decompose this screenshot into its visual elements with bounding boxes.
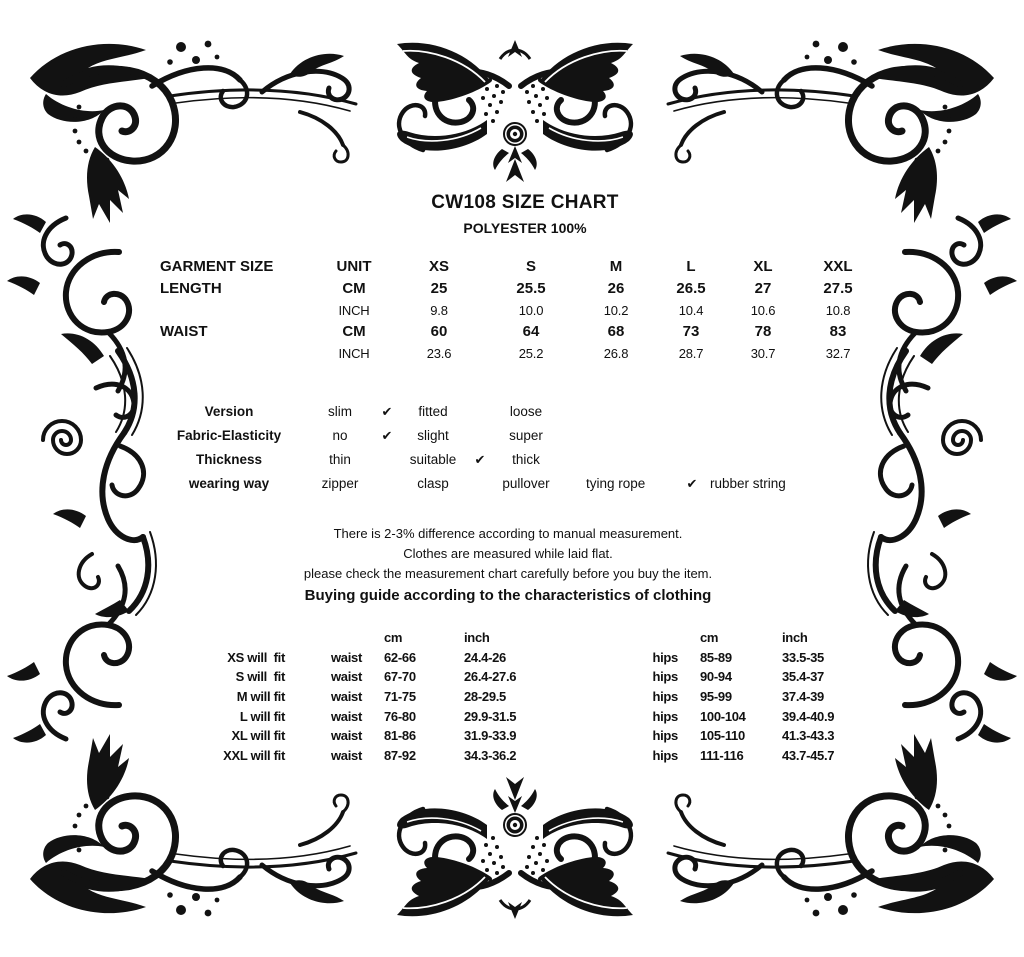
garment-size-table [160,256,877,364]
attribute-option: clasp [417,476,449,491]
fit-size-label: XXL will fit [223,748,285,764]
waist-label: waist [330,708,362,724]
note-line: There is 2-3% difference according to manual measurement. [333,526,683,541]
fit-size-label: XL will fit [231,728,285,744]
fit-row [150,726,860,746]
attribute-option [706,424,822,448]
measure-value: 26 [607,280,625,297]
attribute-label: Version [204,404,254,419]
hips-label: hips [652,649,678,665]
unit-cell: CM [342,280,366,297]
attribute-option: slim [328,404,352,419]
measure-value: 27 [754,280,772,297]
measure-value: 60 [430,323,448,340]
fit-table-header-row [150,628,860,648]
hips-inch-range: 43.7-45.7 [782,748,835,764]
attribute-label: wearing way [188,476,270,491]
fit-row [150,648,860,668]
check-icon: ✔ [381,404,393,419]
hips-inch-range: 41.3-43.3 [782,728,835,744]
attribute-option [464,400,496,424]
column-header-size: M [609,258,623,275]
waist-cm-range: 62-66 [384,649,416,665]
attribute-option: rubber string [710,476,786,491]
size-table-header-row [160,256,877,278]
waist-cm-range: 76-80 [384,708,416,724]
unit-header: cm [384,630,403,645]
attribute-option [706,448,822,472]
hips-inch-range: 39.4-40.9 [782,708,835,724]
waist-cm-range: 71-75 [384,689,416,705]
attribute-option: zipper [321,476,359,491]
measure-value: 28.7 [678,346,704,361]
waist-cm-range: 81-86 [384,728,416,744]
attribute-label: Fabric-Elasticity [176,428,282,443]
waist-cm-range: 67-70 [384,669,416,685]
measure-value: 10.4 [678,303,704,318]
empty-header [150,628,285,648]
measure-label: LENGTH [160,280,222,297]
fit-size-label: S will fit [235,669,285,685]
unit-header: inch [464,630,490,645]
attribute-option [678,424,706,448]
attribute-option: tying rope [586,476,646,491]
attribute-option: loose [509,404,543,419]
size-table-row [160,300,877,321]
attribute-option: thin [329,452,351,467]
hips-inch-range: 37.4-39 [782,689,824,705]
fit-row [150,667,860,687]
measurement-notes [0,524,1016,606]
waist-cm-range: 87-92 [384,748,416,764]
measure-value: 27.5 [823,280,853,297]
hips-label: hips [652,708,678,724]
buying-guide-title: Buying guide according to the characteristics of clothing [304,587,712,604]
attribute-option: slight [417,428,449,443]
attribute-row [150,400,822,424]
hips-cm-range: 85-89 [700,649,732,665]
waist-label: waist [330,649,362,665]
size-table-row [160,321,877,343]
waist-inch-range: 26.4-27.6 [464,669,517,685]
hips-cm-range: 95-99 [700,689,732,705]
measure-value: 26.5 [676,280,706,297]
attribute-row [150,472,822,496]
unit-header: inch [782,630,808,645]
measure-label: WAIST [160,323,208,340]
hips-label: hips [652,689,678,705]
waist-inch-range: 29.9-31.5 [464,708,517,724]
empty-header [573,628,678,648]
attribute-option: fitted [418,404,448,419]
check-icon: ✔ [686,476,698,491]
fit-size-label: M will fit [236,689,285,705]
measure-value: 10.2 [603,303,629,318]
unit-cell: CM [342,323,366,340]
size-table-row [160,278,877,300]
attribute-option: thick [512,452,540,467]
waist-label: waist [330,748,362,764]
attribute-row [150,424,822,448]
hips-cm-range: 111-116 [700,748,744,764]
attribute-option [678,400,706,424]
waist-inch-range: 34.3-36.2 [464,748,517,764]
measure-value: 32.7 [825,346,851,361]
measure-value: 30.7 [750,346,776,361]
hips-cm-range: 100-104 [700,708,746,724]
hips-inch-range: 35.4-37 [782,669,824,685]
attribute-option: suitable [409,452,457,467]
hips-cm-range: 105-110 [700,728,745,744]
measure-value: 25.2 [518,346,544,361]
measure-value: 68 [607,323,625,340]
column-header-garment-size: GARMENT SIZE [160,258,274,275]
hips-inch-range: 33.5-35 [782,649,824,665]
column-header-size: XXL [823,258,853,275]
measure-value: 23.6 [426,346,452,361]
check-icon: ✔ [381,428,393,443]
measure-value: 78 [754,323,772,340]
measure-value: 10.0 [518,303,544,318]
attribute-row [150,448,822,472]
measure-value: 25.5 [516,280,546,297]
waist-inch-range: 24.4-26 [464,649,506,665]
attribute-option: pullover [502,476,550,491]
waist-inch-range: 31.9-33.9 [464,728,517,744]
page-title: CW108 SIZE CHART [431,192,619,213]
fit-row [150,687,860,707]
attribute-option [678,448,706,472]
hips-cm-range: 90-94 [700,669,732,685]
buying-guide-table [150,628,860,766]
fit-row [150,746,860,766]
measure-value: 83 [829,323,847,340]
attribute-option: no [332,428,348,443]
measure-label [160,343,315,364]
fit-size-label: XS will fit [227,649,285,665]
unit-cell: INCH [338,346,370,361]
attribute-option [464,472,496,496]
measure-value: 73 [682,323,700,340]
measure-value: 64 [522,323,540,340]
size-table-row [160,343,877,364]
fit-row [150,707,860,727]
waist-inch-range: 28-29.5 [464,689,506,705]
attribute-option [464,424,496,448]
fit-size-label: L will fit [239,708,285,724]
note-line: please check the measurement chart carefully before you buy the item. [303,566,713,581]
attribute-option [372,472,402,496]
hips-label: hips [652,728,678,744]
measure-value: 9.8 [430,303,448,318]
column-header-size: XS [428,258,449,275]
attribute-option [556,424,678,448]
column-header-size: XL [753,258,773,275]
attribute-option [556,448,678,472]
attribute-option [556,400,678,424]
unit-header: cm [700,630,719,645]
measure-value: 10.6 [750,303,776,318]
hips-label: hips [652,669,678,685]
note-line: Clothes are measured while laid flat. [403,546,613,561]
measure-value: 10.8 [825,303,851,318]
fabric-subtitle: POLYESTER 100% [463,220,587,236]
unit-cell: INCH [338,303,370,318]
measure-label [160,300,315,321]
attribute-label: Thickness [195,452,263,467]
waist-label: waist [330,689,362,705]
garment-attributes-table [150,400,822,496]
waist-label: waist [330,669,362,685]
column-header-size: L [686,258,696,275]
attribute-option [372,448,402,472]
attribute-option: super [509,428,543,443]
column-header-size: S [525,258,536,275]
hips-label: hips [652,748,678,764]
column-header-unit: UNIT [336,258,372,275]
measure-value: 25 [430,280,448,297]
measure-value: 26.8 [603,346,629,361]
waist-label: waist [330,728,362,744]
attribute-option [706,400,822,424]
check-icon: ✔ [474,452,486,467]
empty-header [285,628,363,648]
